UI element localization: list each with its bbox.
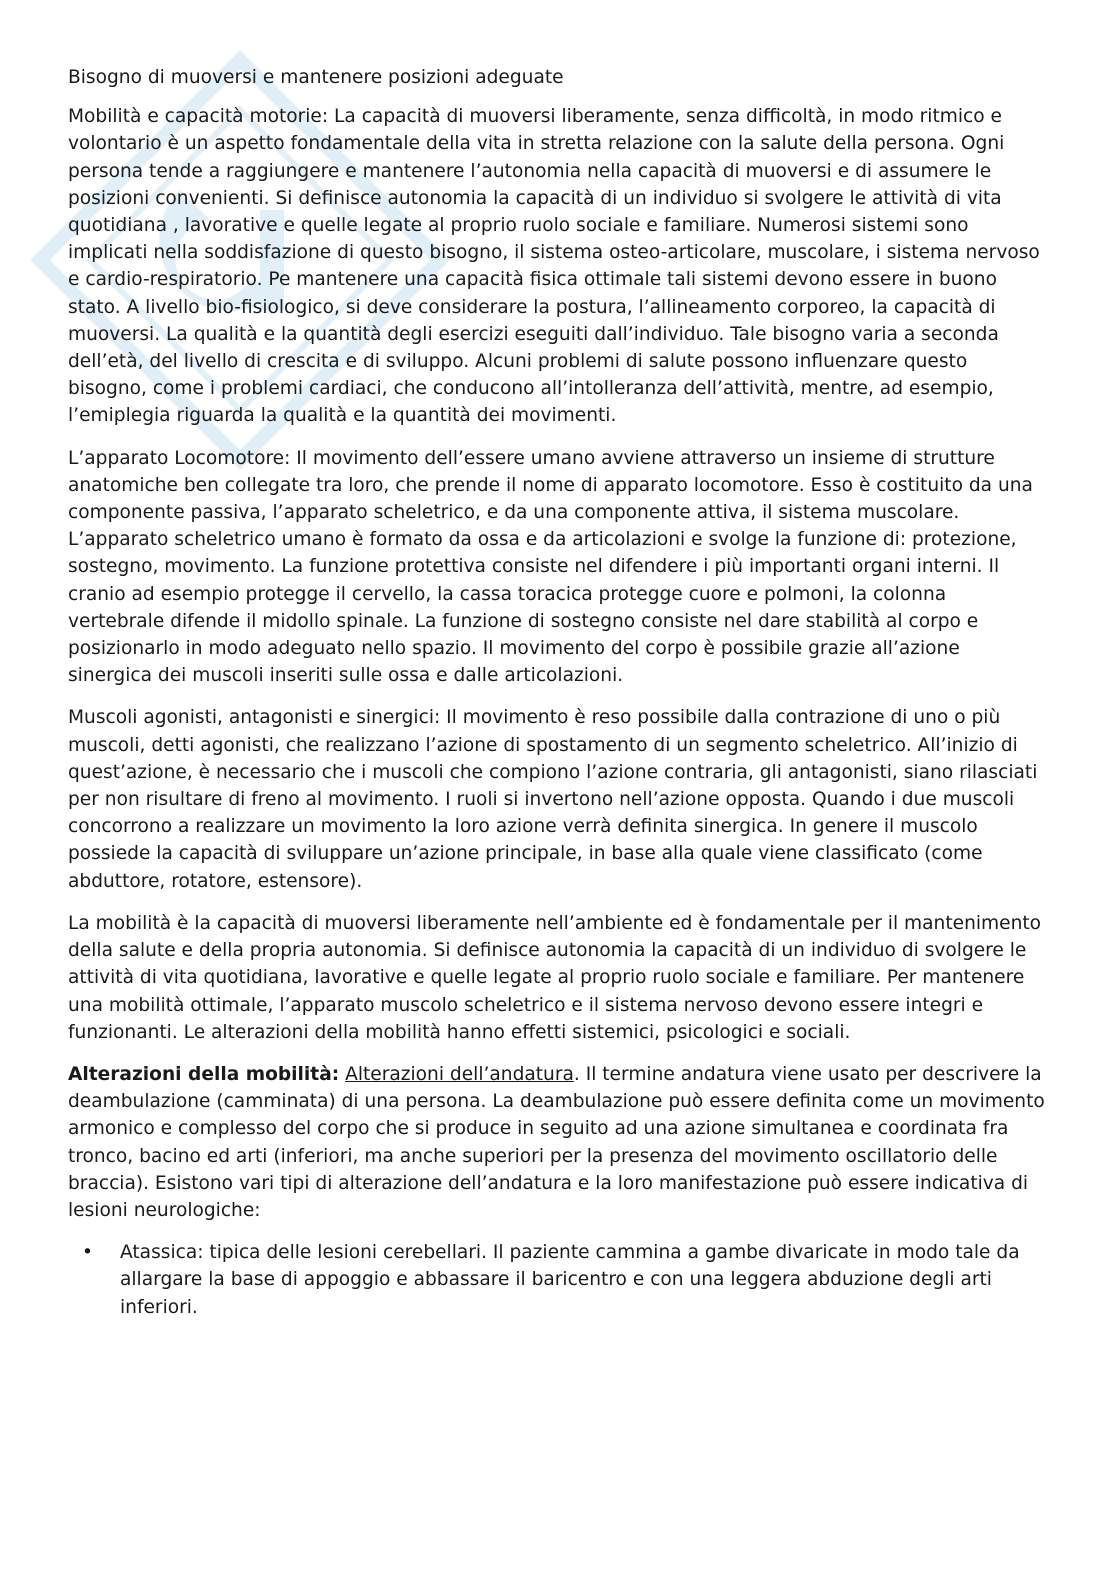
paragraph-mobilita-autonomia: La mobilità è la capacità di muoversi liberamente nell’ambiente ed è fondamentale per il mantenimento della salute e della propria autonomia. Si definisce autonomia la capacità di un individuo di svolgere le attività di vita quotidiana, lavorative e quelle legate al proprio ruolo sociale e familiare. Per mantenere una mobilità ottimale, l’apparato muscolo scheletrico e il sistema nervoso devono essere integri e funzionanti. Le alterazioni della mobilità hanno effetti sistemici, psicologici e sociali. [68, 912, 1042, 1043]
document-body [68, 64, 1048, 1321]
bullet-list [68, 1239, 1048, 1321]
paragraph-muscoli: Muscoli agonisti, antagonisti e sinergici: Il movimento è reso possibile dalla contrazione di uno o più muscoli, detti agonisti, che realizzano l’azione di spostamento di un segmento scheletrico. All’inizio di quest’azione, è necessario che i muscoli che compiono l’azione contraria, gli antagonisti, siano rilasciati per non risultare di freno al movimento. I ruoli si invertono nell’azione opposta. Quando i due muscoli concorrono a realizzare un movimento la loro azione verrà definita sinergica. In genere il muscolo possiede la capacità di sviluppare un’azione principale, in base alla quale viene classificato (come abduttore, rotatore, estensore). [68, 707, 1038, 892]
paragraph-apparato-locomotore: L’apparato Locomotore: Il movimento dell’essere umano avviene attraverso un insieme di strutture anatomiche ben collegate tra loro, che prende il nome di apparato locomotore. Esso è costituito da una componente passiva, l’apparato scheletrico, e da una componente attiva, il sistema muscolare. L’apparato scheletrico umano è formato da ossa e da articolazioni e svolge la funzione di: protezione, sostegno, movimento. La funzione protettiva consiste nel difendere i più importanti organi interni. Il cranio ad esempio protegge il cervello, la cassa toracica protegge cuore e polmoni, la colonna vertebrale difende il midollo spinale. La funzione di sostegno consiste nel dare stabilità al corpo e posizionarlo in modo adeguato nello spazio. Il movimento del corpo è possibile grazie all’azione sinergica dei muscoli inseriti sulle ossa e dalle articolazioni. [68, 447, 1033, 687]
alterazioni-subheading: Alterazioni dell’andatura [345, 1063, 574, 1085]
alterazioni-heading: Alterazioni della mobilità: [68, 1063, 340, 1085]
alterazioni-text: . Il termine andatura viene usato per descrivere la deambulazione (camminata) di una persona. La deambulazione può essere definita come un movimento armonico e complesso del corpo che si produce in seguito ad una azione simultanea e coordinata fra tronco, bacino ed arti (inferiori, ma anche superiori per la presenza del movimento oscillatorio delle braccia). Esistono vari tipi di alterazione dell’andatura e la loro manifestazione può essere indicativa di lesioni neurologiche: [68, 1063, 1045, 1221]
bullet-text: Atassica: tipica delle lesioni cerebellari. Il paziente cammina a gambe divaricate in modo tale da allargare la base di appoggio e abbassare il baricentro e con una leggera abduzione degli arti inferiori. [120, 1242, 1020, 1318]
bullet-icon: • [82, 1242, 93, 1264]
paragraph-mobilita: Mobilità e capacità motorie: La capacità di muoversi liberamente, senza difficoltà, in modo ritmico e volontario è un aspetto fondamentale della vita in stretta relazione con la salute della persona. Ogni persona tende a raggiungere e mantenere l’autonomia nella capacità di muoversi e di assumere le posizioni convenienti. Si definisce autonomia la capacità di un individuo si svolgere le attività di vita quotidiana , lavorative e quelle legate al proprio ruolo sociale e familiare. Numerosi sistemi sono implicati nella soddisfazione di questo bisogno, il sistema osteo-articolare, muscolare, i sistema nervoso e cardio-respiratorio. Pe mantenere una capacità fisica ottimale tali sistemi devono essere in buono stato. A livello bio-fisiologico, si deve considerare la postura, l’allineamento corporeo, la capacità di muoversi. La qualità e la quantità degli esercizi eseguiti dall’individuo. Tale bisogno varia a seconda dell’età, del livello di crescita e di sviluppo. Alcuni problemi di salute possono influenzare questo bisogno, come i problemi cardiaci, che conducono all’intolleranza dell’attività, mentre, ad esempio, l’emiplegia riguarda la qualità e la quantità dei movimenti. [68, 106, 1040, 427]
list-item [68, 1239, 1048, 1321]
paragraph-alterazioni [68, 1061, 1048, 1224]
document-title: Bisogno di muoversi e mantenere posizioni adeguate [68, 67, 564, 88]
